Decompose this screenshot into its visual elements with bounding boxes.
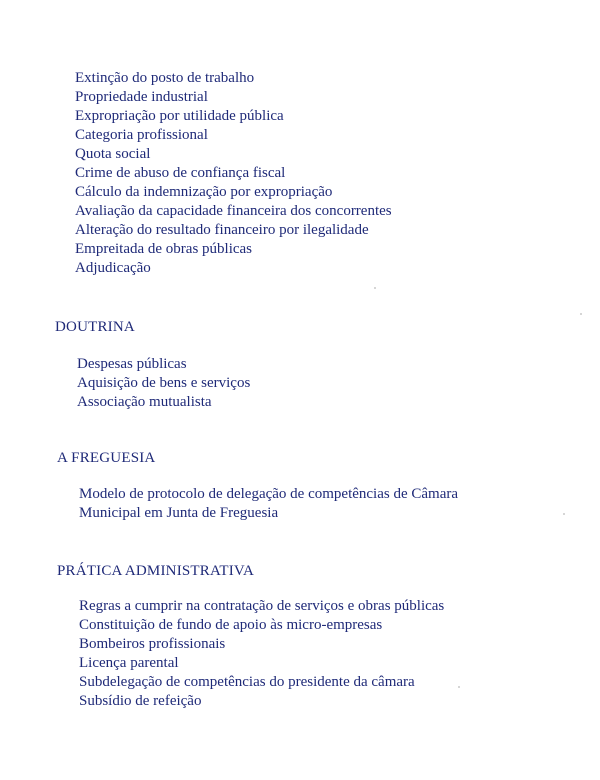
list-item: Bombeiros profissionais (79, 636, 226, 652)
list-item: Subsídio de refeição (79, 693, 202, 709)
list-item: Avaliação da capacidade financeira dos concorrentes (75, 203, 392, 219)
list-item: Constituição de fundo de apoio às micro-empresas (79, 617, 383, 633)
list-item: Aquisição de bens e serviços (77, 375, 251, 391)
list-item: Modelo de protocolo de delegação de competências de Câmara (79, 486, 459, 502)
list-item: Despesas públicas (77, 356, 187, 372)
list-item: Extinção do posto de trabalho (75, 70, 255, 86)
pratica-topic-list (0, 597, 600, 711)
list-item: Subdelegação de competências do presidente da câmara (79, 674, 415, 690)
list-item: Municipal em Junta de Freguesia (79, 505, 279, 521)
list-item: Crime de abuso de confiança fiscal (75, 165, 286, 181)
list-item: Propriedade industrial (75, 89, 208, 105)
list-item: Regras a cumprir na contratação de serviços e obras públicas (79, 598, 445, 614)
list-item: Categoria profissional (75, 127, 208, 143)
doutrina-topic-list (0, 355, 600, 412)
scan-speck (563, 513, 565, 515)
intro-topic-list (0, 69, 600, 278)
list-item: Cálculo da indemnização por expropriação (75, 184, 333, 200)
freguesia-topic-list (0, 485, 600, 523)
list-item: Adjudicação (75, 260, 151, 276)
scan-speck (374, 287, 376, 289)
section-heading-doutrina: DOUTRINA (55, 319, 135, 335)
list-item: Empreitada de obras públicas (75, 241, 253, 257)
scan-speck (580, 313, 582, 315)
list-item: Associação mutualista (77, 394, 212, 410)
list-item: Alteração do resultado financeiro por ilegalidade (75, 222, 369, 238)
scan-speck (458, 686, 460, 688)
list-item: Quota social (75, 146, 151, 162)
list-item: Expropriação por utilidade pública (75, 108, 284, 124)
list-item: Licença parental (79, 655, 179, 671)
section-heading-pratica-administrativa: PRÁTICA ADMINISTRATIVA (57, 563, 255, 579)
section-heading-freguesia: A FREGUESIA (57, 450, 156, 466)
